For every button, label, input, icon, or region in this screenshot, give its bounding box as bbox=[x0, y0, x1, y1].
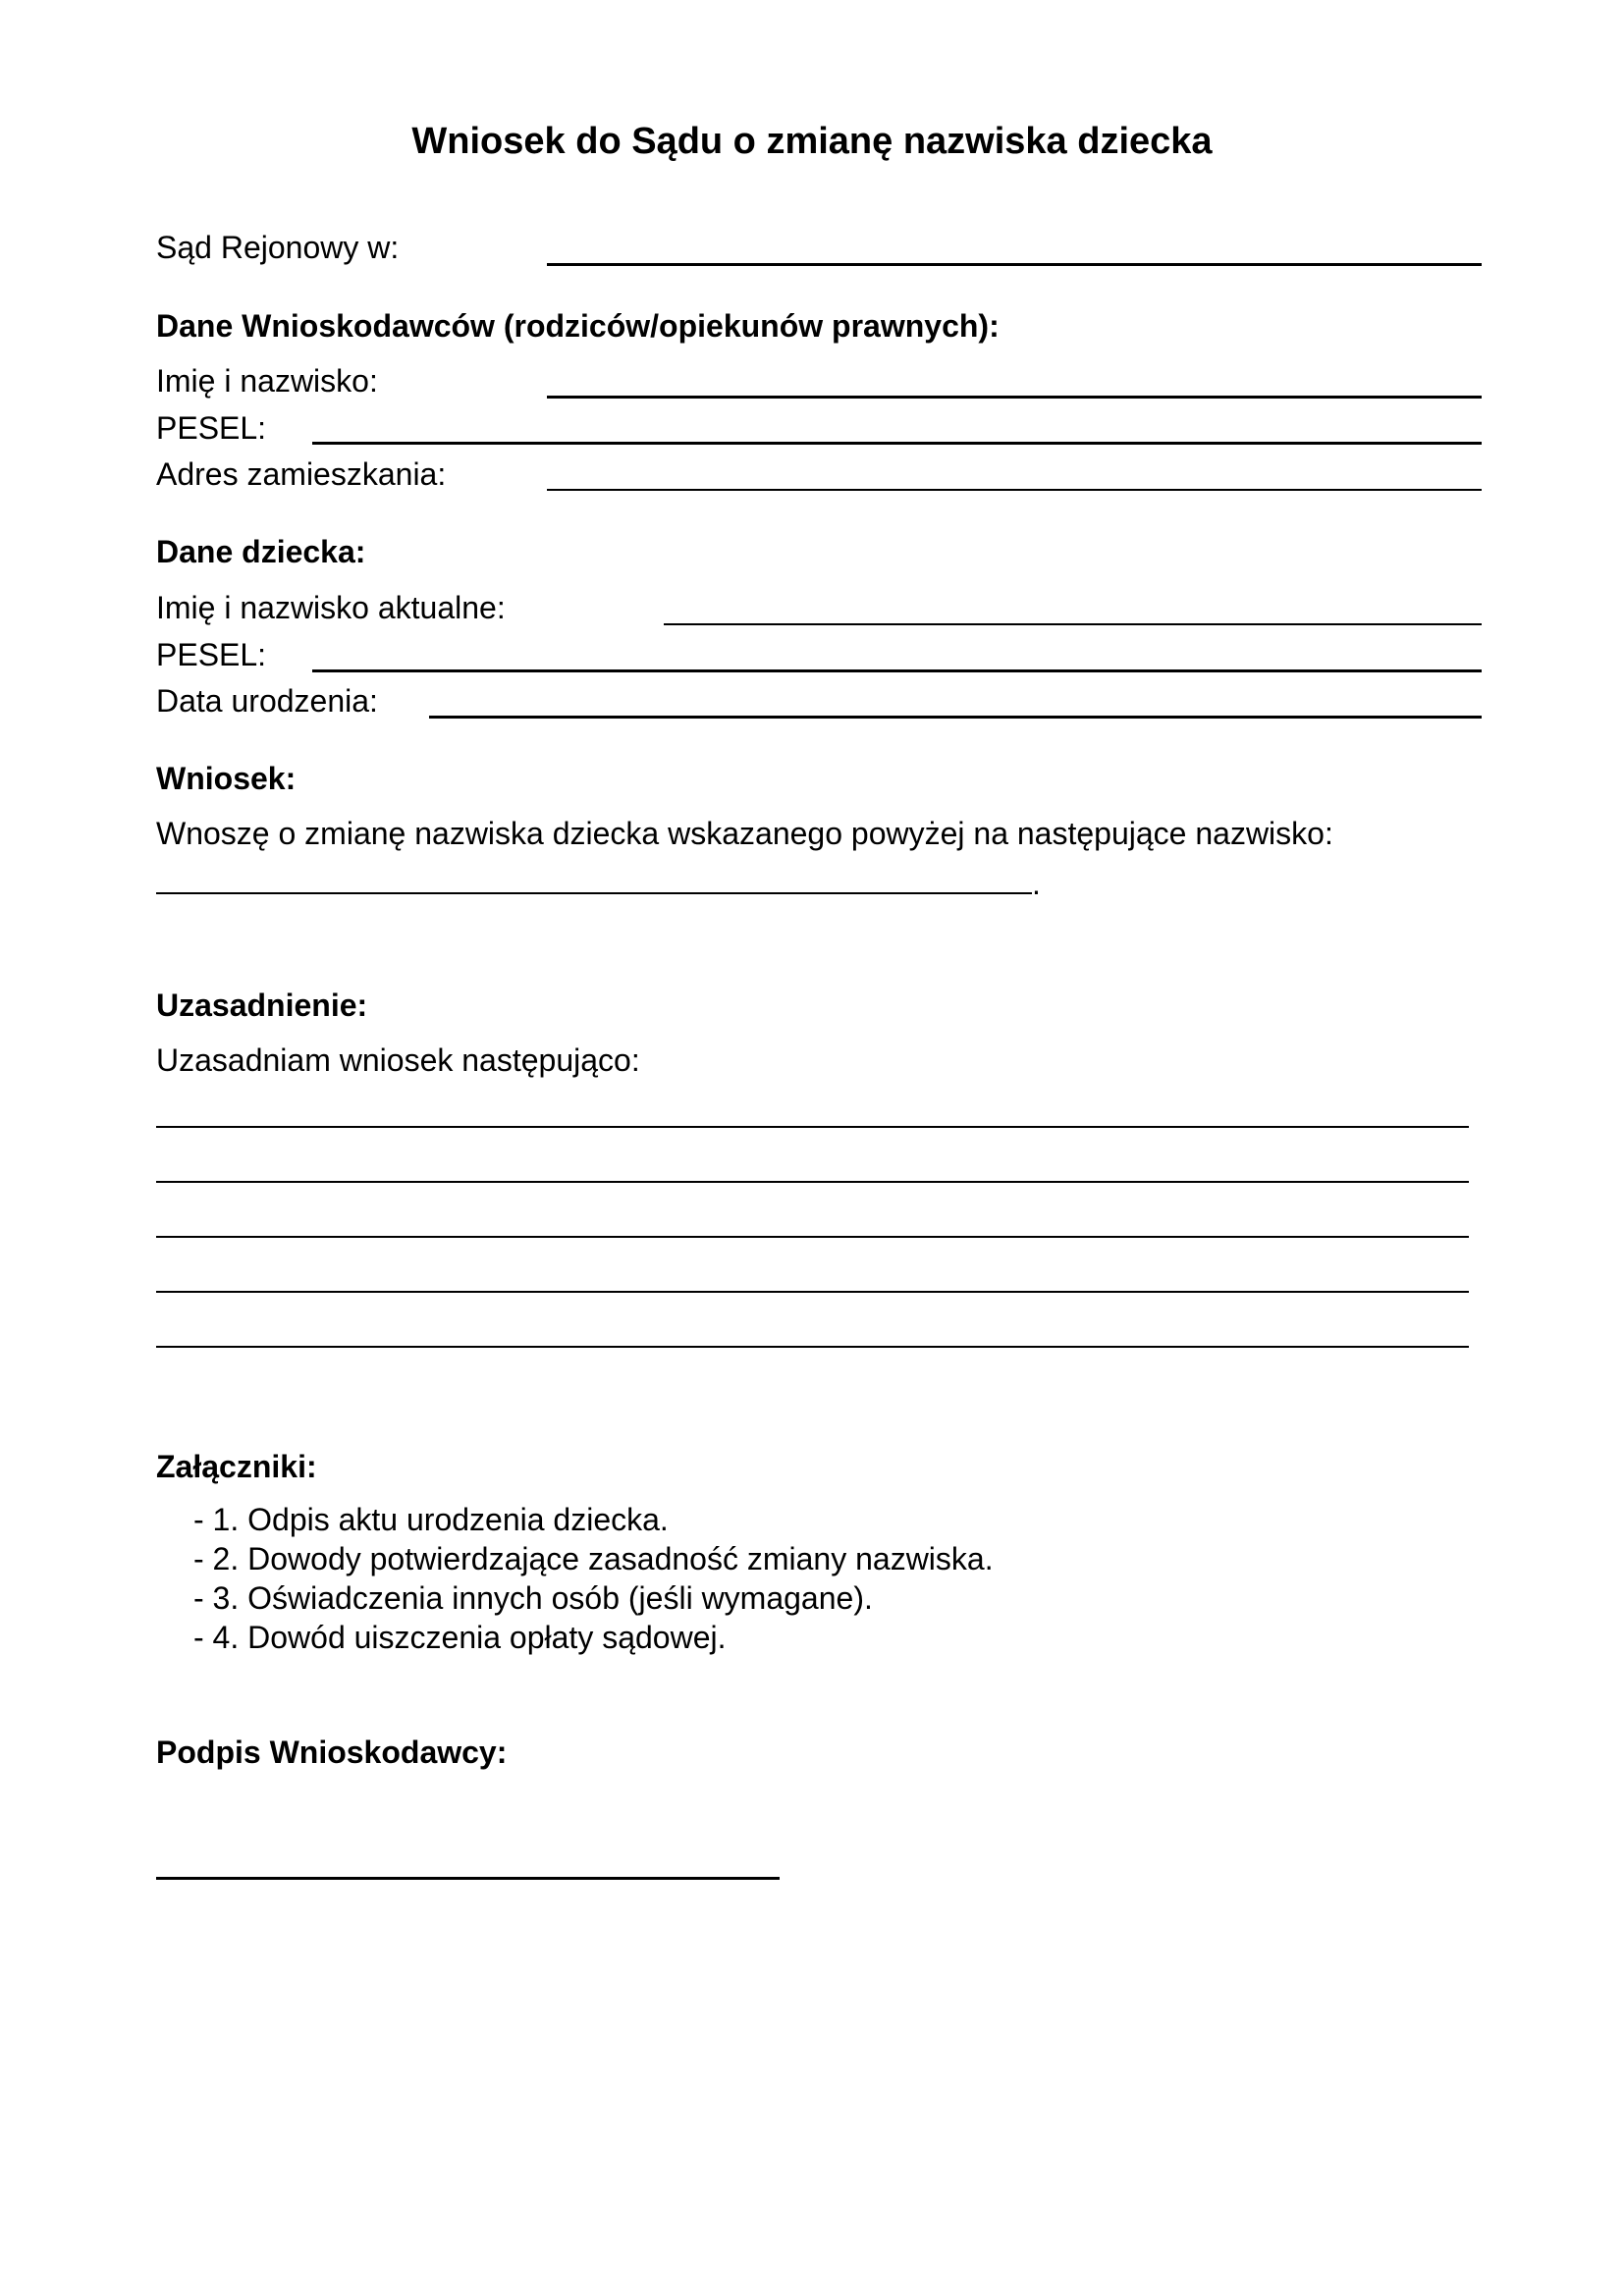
request-text: Wnoszę o zmianę nazwiska dziecka wskazanego powyżej na następujące nazwisko: bbox=[156, 816, 1333, 851]
applicant-name-field-line[interactable] bbox=[547, 396, 1482, 399]
justification-field-line[interactable] bbox=[156, 1126, 1469, 1128]
applicants-heading: Dane Wnioskodawców (rodziców/opiekunów prawnych): bbox=[156, 308, 1000, 344]
attachment-item: - 4. Dowód uiszczenia opłaty sądowej. bbox=[193, 1620, 727, 1655]
justification-heading: Uzasadnienie: bbox=[156, 988, 368, 1023]
applicant-address-field-line[interactable] bbox=[547, 489, 1482, 491]
child-name-label: Imię i nazwisko aktualne: bbox=[156, 590, 506, 625]
child-pesel-field-line[interactable] bbox=[312, 669, 1482, 672]
justification-text: Uzasadniam wniosek następująco: bbox=[156, 1042, 640, 1078]
child-birthdate-label: Data urodzenia: bbox=[156, 683, 378, 719]
attachments-heading: Załączniki: bbox=[156, 1449, 317, 1484]
document-title: Wniosek do Sądu o zmianę nazwiska dziecka bbox=[411, 121, 1213, 162]
request-end-mark: . bbox=[1032, 866, 1041, 901]
applicant-pesel-field-line[interactable] bbox=[312, 442, 1482, 445]
justification-field-line[interactable] bbox=[156, 1346, 1469, 1348]
attachment-item: - 1. Odpis aktu urodzenia dziecka. bbox=[193, 1502, 669, 1537]
request-heading: Wniosek: bbox=[156, 761, 297, 796]
child-birthdate-field-line[interactable] bbox=[429, 716, 1482, 719]
child-name-field-line[interactable] bbox=[664, 623, 1482, 625]
applicant-name-label: Imię i nazwisko: bbox=[156, 363, 378, 399]
court-field-line[interactable] bbox=[547, 263, 1482, 266]
attachment-item: - 2. Dowody potwierdzające zasadność zmiany nazwiska. bbox=[193, 1541, 994, 1576]
applicant-address-label: Adres zamieszkania: bbox=[156, 456, 447, 492]
justification-field-line[interactable] bbox=[156, 1236, 1469, 1238]
court-label: Sąd Rejonowy w: bbox=[156, 230, 400, 265]
justification-field-line[interactable] bbox=[156, 1291, 1469, 1293]
justification-field-line[interactable] bbox=[156, 1181, 1469, 1183]
child-pesel-label: PESEL: bbox=[156, 637, 267, 672]
applicant-pesel-label: PESEL: bbox=[156, 410, 267, 446]
child-heading: Dane dziecka: bbox=[156, 534, 366, 569]
signature-field-line[interactable] bbox=[156, 1877, 780, 1880]
new-surname-field-line[interactable] bbox=[156, 892, 1032, 894]
signature-heading: Podpis Wnioskodawcy: bbox=[156, 1735, 508, 1770]
attachment-item: - 3. Oświadczenia innych osób (jeśli wymagane). bbox=[193, 1580, 873, 1616]
